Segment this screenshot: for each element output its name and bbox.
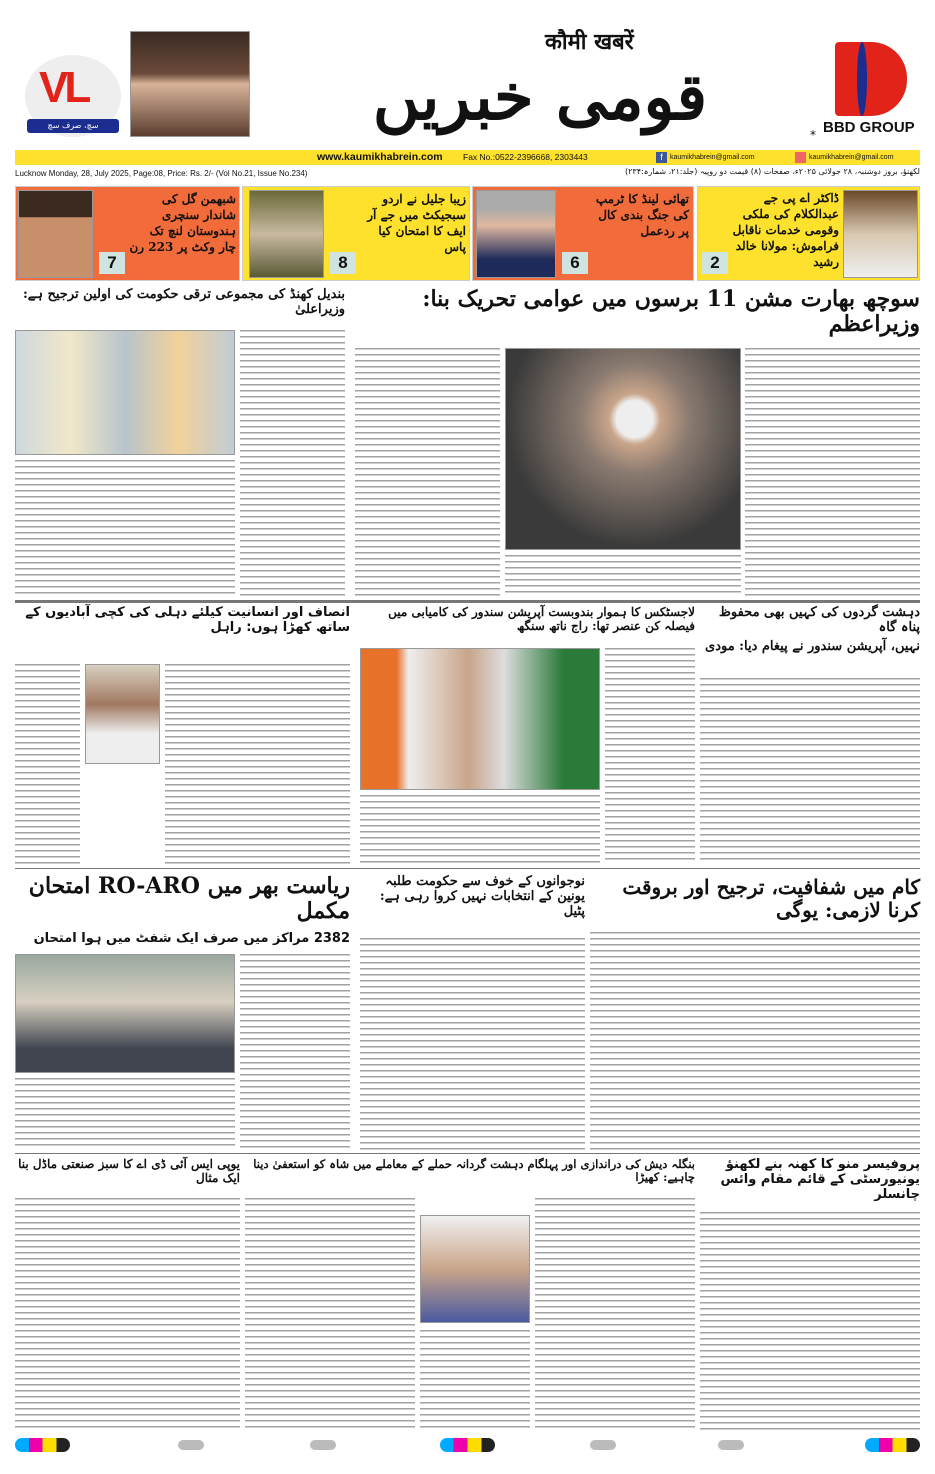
upsida-body: [15, 1198, 240, 1432]
teaser-title: ڈاکٹر اے پی جے عبدالکلام کی ملکی وقومی خدمات ناقابل فراموش: مولانا خالد رشید: [732, 191, 839, 269]
vl-tagline: سچ، صرف سچ: [27, 119, 119, 133]
info-bar: [15, 150, 920, 165]
khera-body: [245, 1198, 415, 1432]
teaser-page-number: 6: [562, 252, 588, 274]
rajnath-photo: [360, 648, 600, 790]
masthead-star: *: [810, 128, 816, 142]
teaser-title: تھائی لینڈ کا ٹرمپ کی جنگ بندی کال پر ردعمل: [595, 192, 689, 238]
bundelkhand-body: [240, 330, 345, 596]
rahul-body: [15, 664, 80, 864]
fax-number: Fax No.:0522-2396668, 2303443: [463, 152, 588, 162]
divider: [15, 1153, 920, 1154]
dateline-english: Lucknow Monday, 28, July 2025, Page:08, Price: Rs. 2/- (Vol No.21, Issue No.234): [15, 169, 308, 178]
rajnath-body: [605, 648, 695, 864]
rajnath-headline[interactable]: لاجسٹکس کا ہموار بندوبست آپریشن سندور کی کامیابی میں فیصلہ کن عنصر تھا: راج ناتھ سنگھ: [388, 605, 695, 633]
registration-mark: [178, 1440, 204, 1450]
upsida-headline[interactable]: یوپی ایس آئی ڈی اے کا سبز صنعتی ماڈل بنا ایک مثال: [18, 1157, 240, 1185]
registration-mark: [590, 1440, 616, 1450]
roaro-subheadline[interactable]: 2382 مراکز میں صرف ایک شفٹ میں ہوا امتحان: [33, 931, 350, 946]
website-link[interactable]: www.kaumikhabrein.com: [317, 151, 443, 163]
yogi-headline[interactable]: کام میں شفافیت، ترجیح اور بروقت کرنا لازمی: یوگی: [622, 875, 920, 922]
teaser-photo: [843, 190, 918, 278]
teaser-photo: [249, 190, 324, 278]
yogi-body: [590, 932, 920, 1150]
bundelkhand-headline[interactable]: بندیل کھنڈ کی مجموعی ترقی حکومت کی اولین ترجیح ہے: وزیراعلیٰ: [22, 287, 345, 317]
email-icon: [795, 152, 806, 163]
roaro-body: [240, 954, 350, 1150]
bbd-logo: [835, 42, 907, 116]
dateline-urdu: لکھنؤ، بروز دوشنبہ، ۲۸ جولائی ۲۰۲۵ء، صفحات (۸) قیمت دو روپیہ (جلد:۲۱، شمارہ:۲۳۴): [625, 167, 920, 176]
lead-body: [505, 555, 741, 596]
teaser-photo: [18, 190, 93, 278]
teaser-photo: [476, 190, 556, 278]
lead-headline[interactable]: سوچھ بھارت مشن 11 برسوں میں عوامی تحریک بنا: وزیراعظم: [422, 286, 920, 338]
rajnath-body: [360, 795, 600, 864]
registration-mark: [310, 1440, 336, 1450]
bundelkhand-body: [15, 460, 235, 596]
registration-mark: [718, 1440, 744, 1450]
roaro-photo: [15, 954, 235, 1073]
terror-headline-top[interactable]: دہشت گردوں کی کہیں بھی محفوظ پناہ گاہ: [718, 605, 920, 635]
lead-photo-modi: [505, 348, 741, 550]
facebook-link[interactable]: kaumikhabrein@gmail.com: [670, 154, 755, 161]
divider: [15, 868, 920, 869]
patel-body: [360, 938, 585, 1150]
vl-logo: [25, 55, 121, 137]
lead-body: [355, 348, 500, 596]
teaser-page-number: 2: [702, 252, 728, 274]
khera-photo: [420, 1215, 530, 1323]
teaser-thailand[interactable]: [472, 186, 694, 281]
rahul-photo: [85, 664, 160, 764]
bbd-logo-text: BBD GROUP: [823, 119, 915, 136]
vl-logo-mark: VL: [39, 63, 88, 112]
khera-body: [420, 1330, 530, 1432]
teaser-page-number: 7: [99, 252, 125, 274]
bundelkhand-photo: [15, 330, 235, 455]
teaser-page-number: 8: [330, 252, 356, 274]
masthead-hindi-title: कौमी खबरें: [545, 30, 634, 55]
teaser-zeba[interactable]: [242, 186, 470, 281]
facebook-icon: f: [656, 152, 667, 163]
rahul-headline[interactable]: انصاف اور انسانیت کیلئے دہلی کی کچی آبادیوں کے ساتھ کھڑا ہوں: راہل: [25, 605, 350, 635]
khera-body: [535, 1198, 695, 1432]
divider: [15, 600, 920, 603]
masthead-portrait-photo: [130, 31, 250, 137]
teaser-kalam[interactable]: [697, 186, 920, 281]
cmyk-mark: [865, 1438, 920, 1452]
lead-body: [745, 348, 920, 596]
roaro-body: [15, 1078, 235, 1150]
teaser-title: زیبا جلیل نے اردو سبجیکٹ میں جے آر ایف کا امتحان کیا پاس: [367, 192, 466, 254]
patel-headline[interactable]: نوجوانوں کے خوف سے حکومت طلبہ یونین کے انتخابات نہیں کروا رہی ہے: پٹیل: [379, 874, 585, 919]
terror-headline-bottom[interactable]: نہیں، آپریشن سندور نے پیغام دیا: مودی: [705, 639, 920, 654]
rahul-body: [165, 664, 350, 864]
manu-body: [700, 1212, 920, 1432]
teaser-title: شبھمن گل کی شاندار سنچری ہندوستان لنچ تک چار وکٹ پر 223 رن: [129, 192, 236, 254]
masthead-title: قومی خبریں: [372, 60, 708, 135]
email-link[interactable]: kaumikhabrein@gmail.com: [809, 154, 894, 161]
khera-headline[interactable]: بنگلہ دیش کی دراندازی اور پہلگام دہشت گردانہ حملے کے معاملے میں شاہ کو استعفیٰ دینا چاہیے: کھیڑا: [253, 1157, 695, 1185]
cmyk-mark: [440, 1438, 495, 1452]
manu-headline[interactable]: پروفیسر منو کا کھنہ بنے لکھنؤ یونیورسٹی کے قائم مقام وائس چانسلر: [720, 1157, 920, 1202]
cmyk-mark: [15, 1438, 70, 1452]
terror-body: [700, 678, 920, 864]
roaro-headline[interactable]: ریاست بھر میں RO-ARO امتحان مکمل: [28, 873, 350, 925]
teaser-gill[interactable]: [15, 186, 240, 281]
